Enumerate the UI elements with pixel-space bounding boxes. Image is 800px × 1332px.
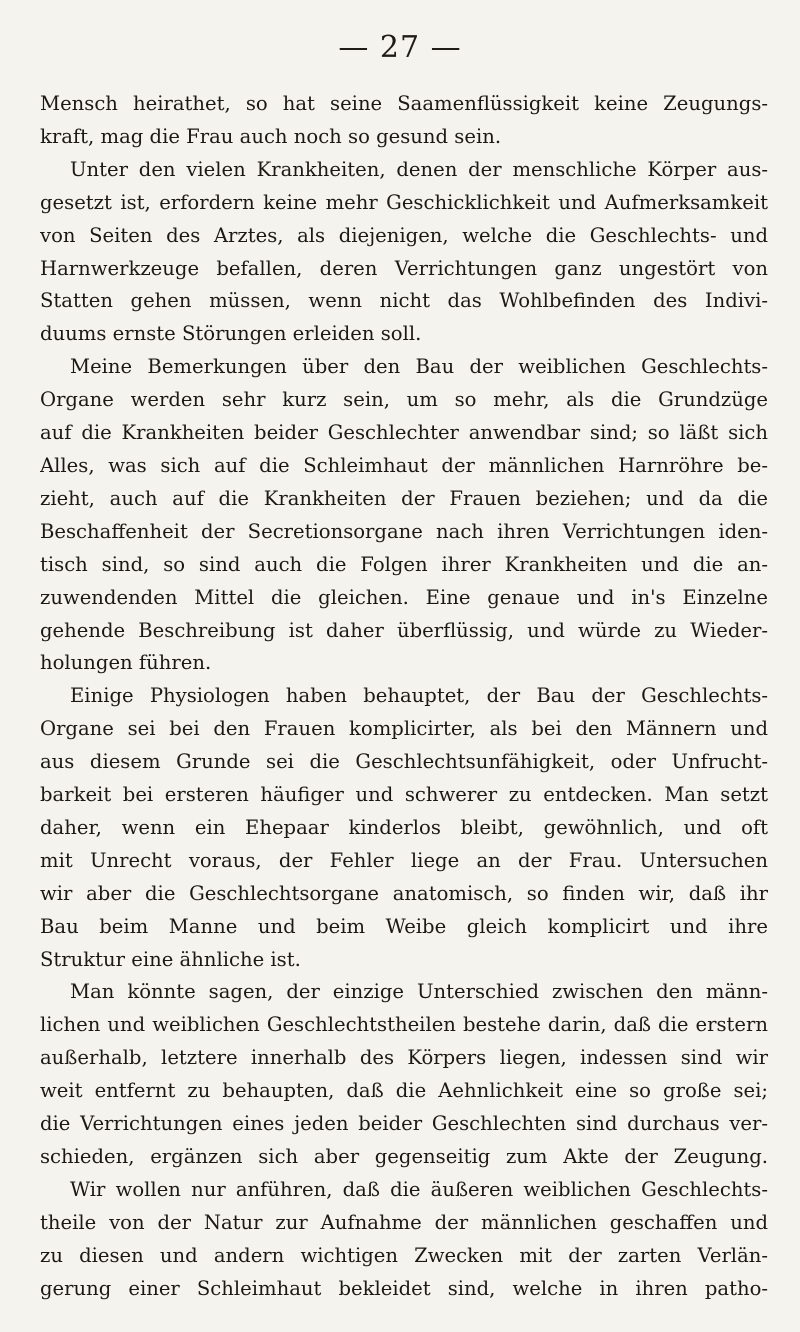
text-line: auf die Krankheiten beider Geschlechter anwendbar sind; so läßt sich [40,421,768,445]
text-line: von Seiten des Arztes, als diejenigen, welche die Geschlechts- und [40,223,768,247]
text-line: schieden, ergänzen sich aber gegenseitig zum Akte der Zeugung. [40,1145,768,1168]
text-line: Unter den vielen Krankheiten, denen der menschliche Körper aus- [70,157,768,181]
text-line: Bau beim Manne und beim Weibe gleich komplicirt und ihre [40,914,768,938]
text-line: zuwendenden Mittel die gleichen. Eine genaue und in's Einzelne [40,585,768,609]
text-line: gerung einer Schleimhaut bekleidet sind, welche in ihren patho- [40,1276,768,1300]
text-line: aus diesem Grunde sei die Geschlechtsunfähigkeit, oder Unfrucht- [40,750,768,774]
text-line: die Verrichtungen eines jeden beider Geschlechten sind durchaus ver- [40,1112,768,1136]
text-line: daher, wenn ein Ehepaar kinderlos bleibt, gewöhnlich, und oft [40,815,768,839]
text-line: weit entfernt zu behaupten, daß die Aehnlichkeit eine so große sei; [40,1079,768,1103]
text-line: zieht, auch auf die Krankheiten der Frauen beziehen; und da die [40,486,768,510]
text-line: theile von der Natur zur Aufnahme der männlichen geschaffen und [40,1210,768,1234]
text-line: Meine Bemerkungen über den Bau der weiblichen Geschlechts- [70,355,768,379]
text-line: zu diesen und andern wichtigen Zwecken mit der zarten Verlän- [40,1243,768,1267]
text-line: außerhalb, letztere innerhalb des Körpers liegen, indessen sind wir [40,1046,768,1070]
text-line: gehende Beschreibung ist daher überflüssig, und würde zu Wieder- [40,618,768,642]
text-line: mit Unrecht voraus, der Fehler liege an der Frau. Untersuchen [40,848,768,872]
text-line: kraft, mag die Frau auch noch so gesund sein. [40,124,502,148]
text-line: gesetzt ist, erfordern keine mehr Geschicklichkeit und Aufmerksamkeit [40,190,768,214]
text-line: Organe werden sehr kurz sein, um so mehr, als die Grundzüge [40,388,768,412]
text-line: barkeit bei ersteren häufiger und schwerer zu entdecken. Man setzt [40,783,768,807]
text-line: holungen führen. [40,651,212,675]
text-line: Man könnte sagen, der einzige Unterschied zwischen den männ- [70,980,768,1004]
text-line: tisch sind, so sind auch die Folgen ihrer Krankheiten und die an- [40,552,768,576]
text-line: Mensch heirathet, so hat seine Saamenflüssigkeit keine Zeugungs- [40,92,768,115]
text-line: Alles, was sich auf die Schleimhaut der männlichen Harnröhre be- [40,453,768,477]
text-line: Struktur eine ähnliche ist. [40,947,301,971]
text-line: duums ernste Störungen erleiden soll. [40,322,422,346]
text-line: Beschaffenheit der Secretionsorgane nach ihren Verrichtungen iden- [40,519,768,543]
text-line: Organe sei bei den Frauen komplicirter, als bei den Männern und [40,717,768,741]
text-line: lichen und weiblichen Geschlechtstheilen bestehe darin, daß die erstern [40,1013,768,1037]
text-line: wir aber die Geschlechtsorgane anatomisch, so finden wir, daß ihr [40,881,768,905]
text-line: Einige Physiologen haben behauptet, der Bau der Geschlechts- [70,684,768,708]
text-line: Statten gehen müssen, wenn nicht das Wohlbefinden des Indivi- [40,289,768,313]
page-number: — 27 — [338,30,462,65]
text-line: Harnwerkzeuge befallen, deren Verrichtungen ganz ungestört von [40,256,768,280]
text-line: Wir wollen nur anführen, daß die äußeren weiblichen Geschlechts- [70,1177,768,1201]
body-text [40,88,768,1306]
